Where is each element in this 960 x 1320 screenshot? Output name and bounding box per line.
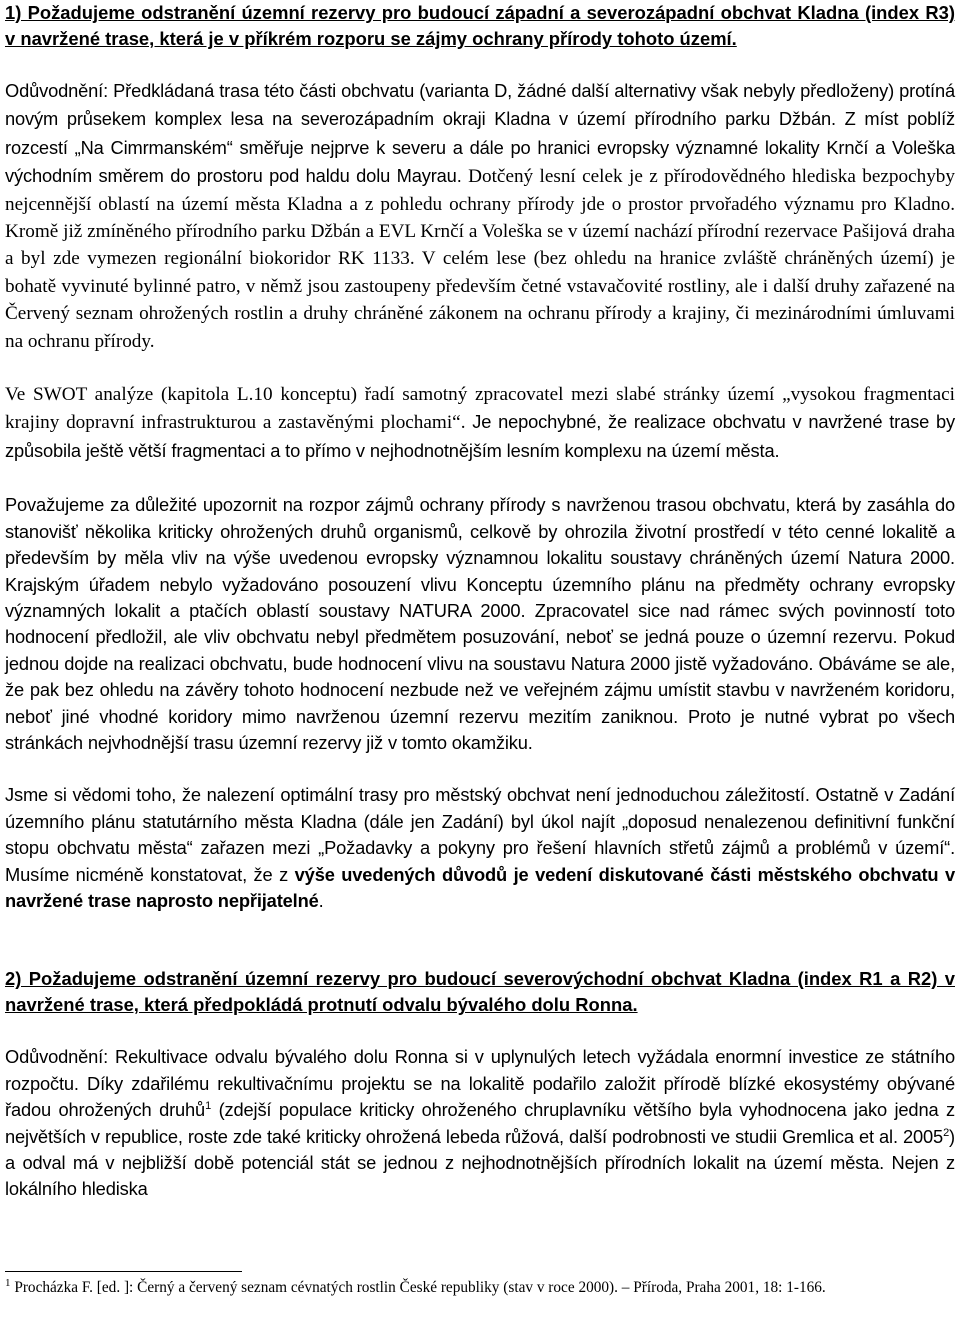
section-1-heading: 1) Požadujeme odstranění územní rezervy pro budoucí západní a severozápadní obchvat Kladna (index R3) v navržené trase, která je v příkrém rozporu se zájmy ochrany přírody tohoto území. <box>5 2 955 49</box>
section-2-paragraph-1-a: Odůvodnění: Rekultivace odvalu bývalého dolu Ronna si v uplynulých letech vyžádala enormní investice ze státního rozpočtu. Díky zdařilému rekultivačnímu projektu se na lokalitě podařilo založit přírodě blízké ekosystémy obývané řadou ohrožených druhů <box>5 1046 955 1121</box>
section-1-paragraph-4 <box>5 782 955 914</box>
section-1-paragraph-2 <box>5 382 955 466</box>
section-2-paragraph-1-b: (zdejší populace kriticky ohroženého chruplavníku většího byla vyhodnocena jako jedna z největších v republice, roste zde také kriticky ohrožená lebeda růžová, další podrobnosti ve studii Gremlica et al. 2005 <box>5 1099 955 1147</box>
footnote-text: Procházka F. [ed. ]: Černý a červený seznam cévnatých rostlin České republiky (stav v roce 2000). – Příroda, Praha 2001, 18: 1-166. <box>10 1279 826 1296</box>
section-2-paragraph-1-c: ) a odval má v nejbližší době potenciál stát se jednou z nejhodnotnějších přírodních lokalit na území města. Nejen z lokálního hlediska <box>5 1125 955 1200</box>
section-2-paragraph-1 <box>5 1044 955 1202</box>
section-1-paragraph-2-serif: Ve SWOT analýze (kapitola L.10 konceptu) řadí samotný zpracovatel mezi slabé stránky území „vysokou fragmentaci krajiny dopravní infrastrukturou a zastavěnými plochami“. <box>5 384 955 434</box>
section-2-heading: 2) Požadujeme odstranění územní rezervy pro budoucí severovýchodní obchvat Kladna (index R1 a R2) v navržené trase, která předpokládá protnutí odvalu bývalého dolu Ronna. <box>5 968 955 1016</box>
section-1-conclusion-bold: výše uvedených důvodů je vedení diskutované části městského obchvatu v navržené trase naprosto nepřijatelné <box>5 863 955 911</box>
footnote-number: 1 <box>5 1276 11 1289</box>
document-page <box>5 0 955 1203</box>
section-1-paragraph-4-end: . <box>318 889 324 911</box>
section-1-paragraph-3: Považujeme za důležité upozornit na rozpor zájmů ochrany přírody s navrženou trasou obchvatu, která by zasáhla do stanovišť několika kriticky ohrožených druhů organismů, celkově by ohrozila životní prostředí v této cenné lokalitě a především by měla vliv na výše uvedenou evropsky významnou lokalitu soustavy chráněných území Natura 2000. Krajským úřadem nebylo vyžadováno posouzení vlivu Konceptu územního plánu na předměty ochrany evropsky významných lokalit a ptačích oblastí soustavy NATURA 2000. Zpracovatel sice nad rámec svých povinností toto hodnocení předložil, ale vliv obchvatu nebyl předmětem posuzování, neboť se jedná pouze o územní rezervu. Pokud jednou dojde na realizaci obchvatu, bude hodnocení vlivu na soustavu Natura 2000 jistě vyžadováno. Obáváme se ale, že pak bez ohledu na závěry tohoto hodnocení nezbude než ve veřejném zájmu umístit stavbu v navrženém koridoru, neboť jiné vhodné koridory mimo navrženou územní rezervu mezitím zaniknou. Proto je nutné vybrat po všech stránkách nejvhodnější trasu územní rezervy již v tomto okamžiku. <box>5 494 955 753</box>
section-1-paragraph-1 <box>5 78 955 356</box>
footnote <box>5 1277 950 1299</box>
footnote-reference-1: 1 <box>205 1100 212 1113</box>
section-1-paragraph-1-serif: Dotčený lesní celek je z přírodovědného hlediska bezpochyby nejcennější oblastí na území města Kladna a z pohledu ochrany přírody jde o prostor prvořadého významu pro Kladno. Kromě již zmíněného přírodního parku Džbán a EVL Krnčí a Voleška se v území nachází přírodní rezervace Pašijová draha a byl zde vymezen regionální biokoridor RK 1133. V celém lese (bez ohledu na hranice zvláště chráněných území) je bohatě vyvinuté bylinné patro, v němž jsou zastoupeny především četné vstavačovité rostliny, ale i další druhy zařazené na Červený seznam ohrožených rostlin a druhy chráněné zákonem na ochranu přírody a krajiny, či mezinárodními úmluvami na ochranu přírody. <box>5 166 955 352</box>
footnote-separator <box>5 1271 242 1272</box>
section-1-paragraph-2-sans: Je nepochybné, že realizace obchvatu v navržené trase by způsobila ještě větší fragmentaci a to přímo v nejhodnotnějším lesním komplexu na území města. <box>5 411 955 461</box>
footnote-reference-2: 2 <box>943 1126 950 1139</box>
section-1-paragraph-4-text: Jsme si vědomi toho, že nalezení optimální trasy pro městský obchvat není jednoduchou záležitostí. Ostatně v Zadání územního plánu statutárního města Kladna (dále jen Zadání) byl úkol najít „doposud nenalezenou definitivní funkční stopu obchvatu města“ zařazen mezi „Požadavky a pokyny pro řešení hlavních střetů zájmů a problémů v území“. Musíme nicméně konstatovat, že z <box>5 784 955 885</box>
section-1-paragraph-1-sans: Odůvodnění: Předkládaná trasa této části obchvatu (varianta D, žádné další alternativy však nebyly předloženy) protíná novým průsekem komplex lesa na severozápadním okraji Kladna v území přírodního parku Džbán. Z míst poblíž rozcestí „Na Cimrmanském“ směřuje nejprve k severu a dále po hranici evropsky významné lokality Krnčí a Voleška východním směrem do prostoru pod haldu dolu Mayrau. <box>5 80 955 187</box>
